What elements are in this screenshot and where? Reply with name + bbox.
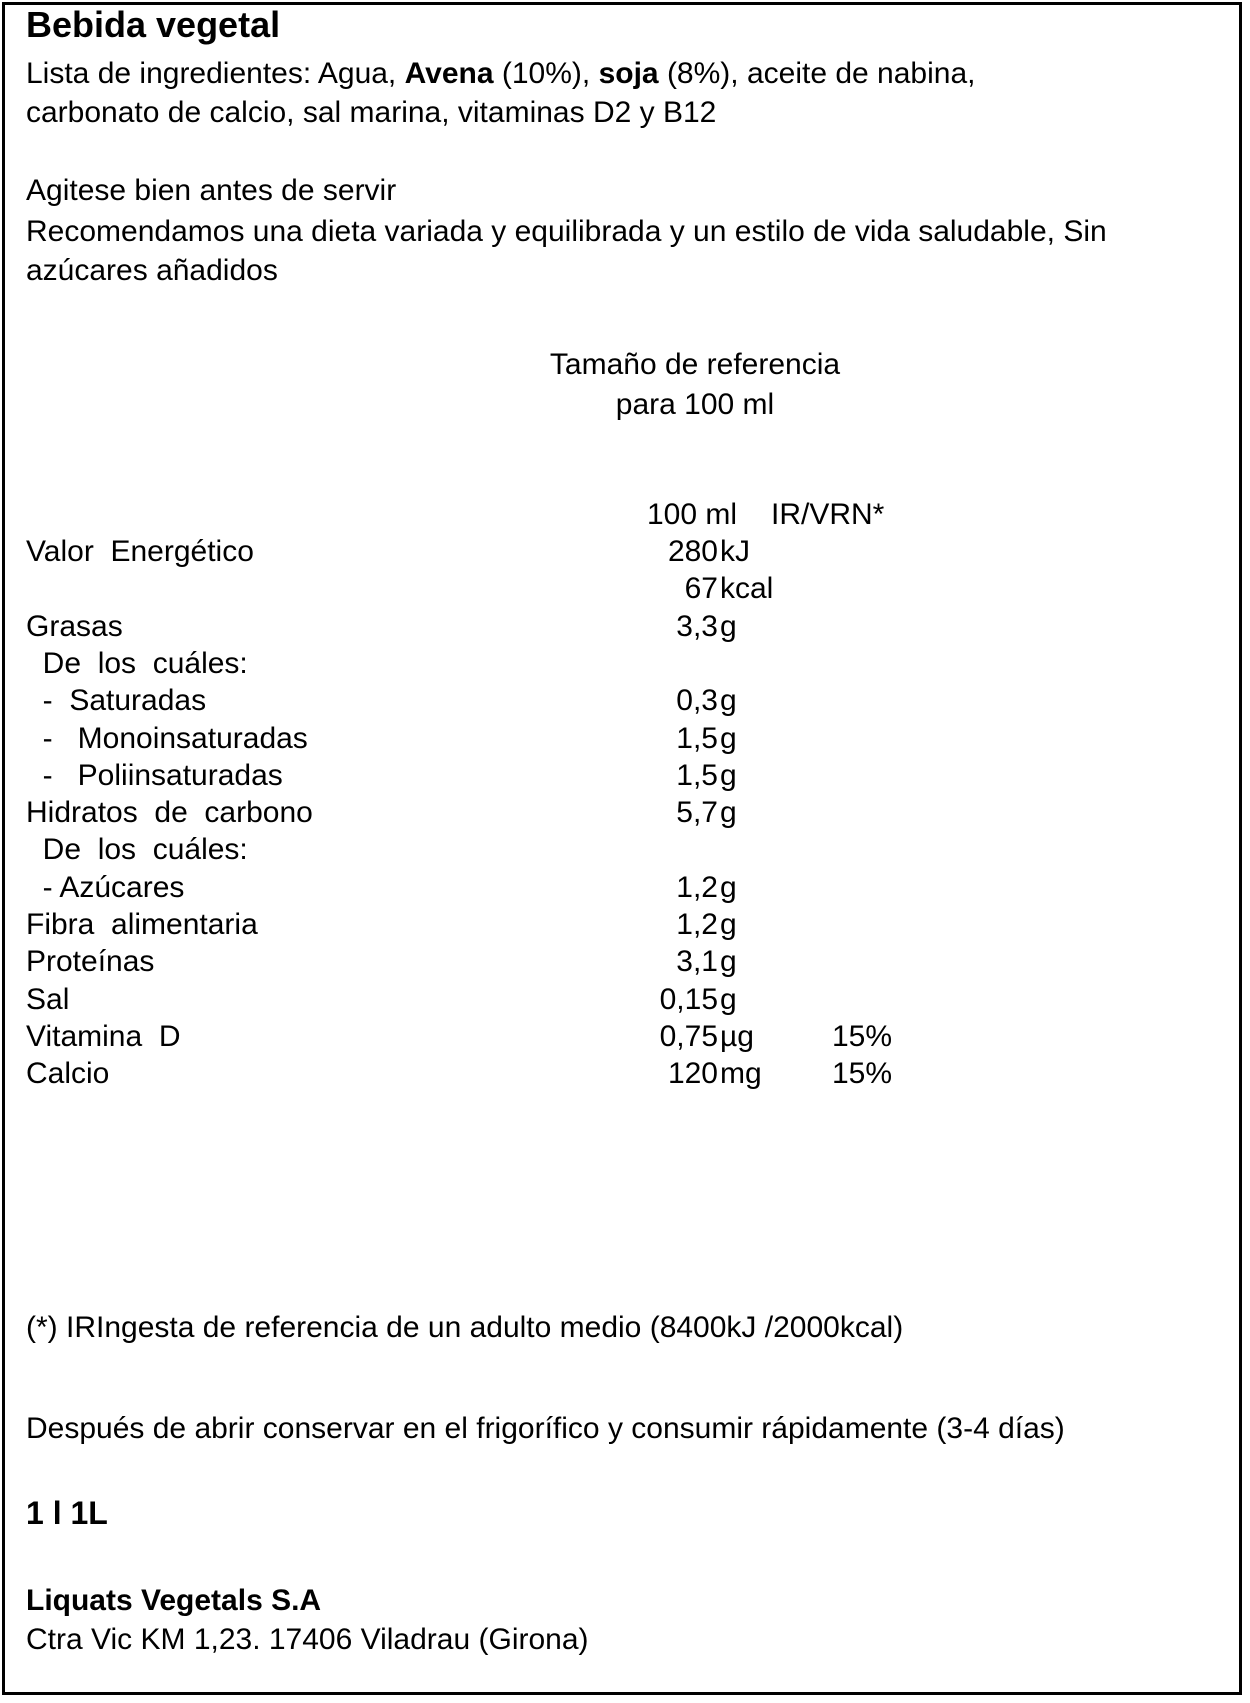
- storage-instructions: Después de abrir conservar en el frigorífico y consumir rápidamente (3-4 días): [26, 1412, 1065, 1445]
- nutrient-label: Grasas: [26, 609, 123, 643]
- nutrient-amount: 5,7: [676, 796, 718, 830]
- ingredient-soja: soja: [598, 57, 659, 90]
- nutrient-label: Hidratos de carbono: [26, 796, 313, 830]
- nutrition-row: [0, 758, 1250, 795]
- nutrition-row: [0, 683, 1250, 720]
- nutrient-label: - Azúcares: [26, 870, 185, 904]
- company-name: Liquats Vegetals S.A: [26, 1584, 322, 1617]
- nutrient-amount: 3,3: [676, 609, 718, 643]
- nutrition-row: [0, 609, 1250, 646]
- company-address: Ctra Vic KM 1,23. 17406 Viladrau (Girona): [26, 1623, 589, 1656]
- nutrient-amount: 1,5: [676, 758, 718, 792]
- nutrient-ri-percent: 15%: [832, 1057, 893, 1091]
- nutrient-amount: 120: [667, 1057, 718, 1091]
- nutrient-amount: 1,2: [676, 870, 718, 904]
- nutrient-label: De los cuáles:: [26, 646, 248, 680]
- nutrient-label: Fibra alimentaria: [26, 908, 258, 941]
- net-volume: 1 l 1L: [26, 1495, 108, 1531]
- nutrient-unit: g: [720, 684, 737, 718]
- ingredients-line-1: [26, 56, 975, 92]
- nutrition-row: [0, 646, 1250, 683]
- nutrition-row: [0, 534, 1250, 571]
- nutrient-label: De los cuáles:: [26, 833, 248, 867]
- nutrition-row: [0, 944, 1250, 981]
- diet-note-line-2: azúcares añadidos: [26, 254, 278, 287]
- nutrient-amount: 0,3: [676, 684, 718, 718]
- ingredient-avena: Avena: [404, 57, 494, 90]
- ingredients-prefix: Lista de ingredientes: Agua,: [26, 57, 405, 90]
- nutrient-unit: µg: [720, 1019, 754, 1053]
- nutrient-amount: 3,1: [676, 945, 718, 979]
- nutrition-row: [0, 832, 1250, 869]
- column-header-ri: IR/VRN*: [771, 498, 885, 531]
- column-header-amount: 100 ml: [647, 498, 738, 531]
- nutrient-label: Calcio: [26, 1057, 110, 1091]
- ingredients-rest: (8%), aceite de nabina,: [658, 57, 976, 90]
- ri-footnote: (*) IRIngesta de referencia de un adulto medio (8400kJ /2000kcal): [26, 1311, 904, 1344]
- nutrient-unit: kcal: [720, 572, 774, 606]
- nutrient-amount: 1,5: [676, 721, 718, 755]
- nutrient-label: Sal: [26, 982, 70, 1016]
- nutrition-row: [0, 571, 1250, 608]
- nutrient-label: Vitamina D: [26, 1019, 181, 1053]
- nutrition-row: [0, 982, 1250, 1019]
- nutrient-unit: g: [720, 796, 737, 830]
- product-name: Bebida vegetal: [26, 4, 281, 45]
- diet-note-line-1: Recomendamos una dieta variada y equilibrada y un estilo de vida saludable, Sin: [26, 215, 1107, 248]
- nutrient-unit: g: [720, 908, 737, 941]
- nutrient-unit: kJ: [720, 535, 750, 568]
- nutrient-ri-percent: 15%: [832, 1019, 893, 1053]
- nutrient-unit: g: [720, 870, 737, 904]
- nutrient-label: - Poliinsaturadas: [26, 758, 283, 792]
- shake-note: Agitese bien antes de servir: [26, 174, 397, 207]
- reference-size-line-1: Tamaño de referencia: [549, 348, 841, 381]
- nutrient-unit: g: [720, 758, 737, 792]
- nutrient-amount: 0,15: [659, 982, 718, 1016]
- nutrient-label: - Saturadas: [26, 684, 207, 718]
- nutrient-unit: g: [720, 721, 737, 755]
- nutrient-label: Valor Energético: [26, 535, 254, 568]
- nutrient-unit: mg: [720, 1057, 762, 1091]
- ingredient-avena-pct: (10%),: [493, 57, 599, 90]
- nutrition-row: [0, 721, 1250, 758]
- nutrition-row: [0, 907, 1250, 944]
- nutrient-amount: 280: [667, 535, 718, 568]
- nutrient-label: Proteínas: [26, 945, 155, 979]
- nutrition-row: [0, 1056, 1250, 1093]
- reference-size-line-2: para 100 ml: [615, 388, 775, 421]
- nutrient-amount: 67: [684, 572, 718, 606]
- nutrient-unit: g: [720, 609, 737, 643]
- nutrient-unit: g: [720, 982, 737, 1016]
- nutrition-row: [0, 1019, 1250, 1056]
- nutrient-amount: 0,75: [659, 1019, 718, 1053]
- nutrition-row: [0, 870, 1250, 907]
- nutrient-label: - Monoinsaturadas: [26, 721, 308, 755]
- nutrition-row: [0, 795, 1250, 832]
- ingredients-line-2: carbonato de calcio, sal marina, vitaminas D2 y B12: [26, 96, 717, 129]
- nutrient-unit: g: [720, 945, 737, 979]
- nutrient-amount: 1,2: [676, 908, 718, 941]
